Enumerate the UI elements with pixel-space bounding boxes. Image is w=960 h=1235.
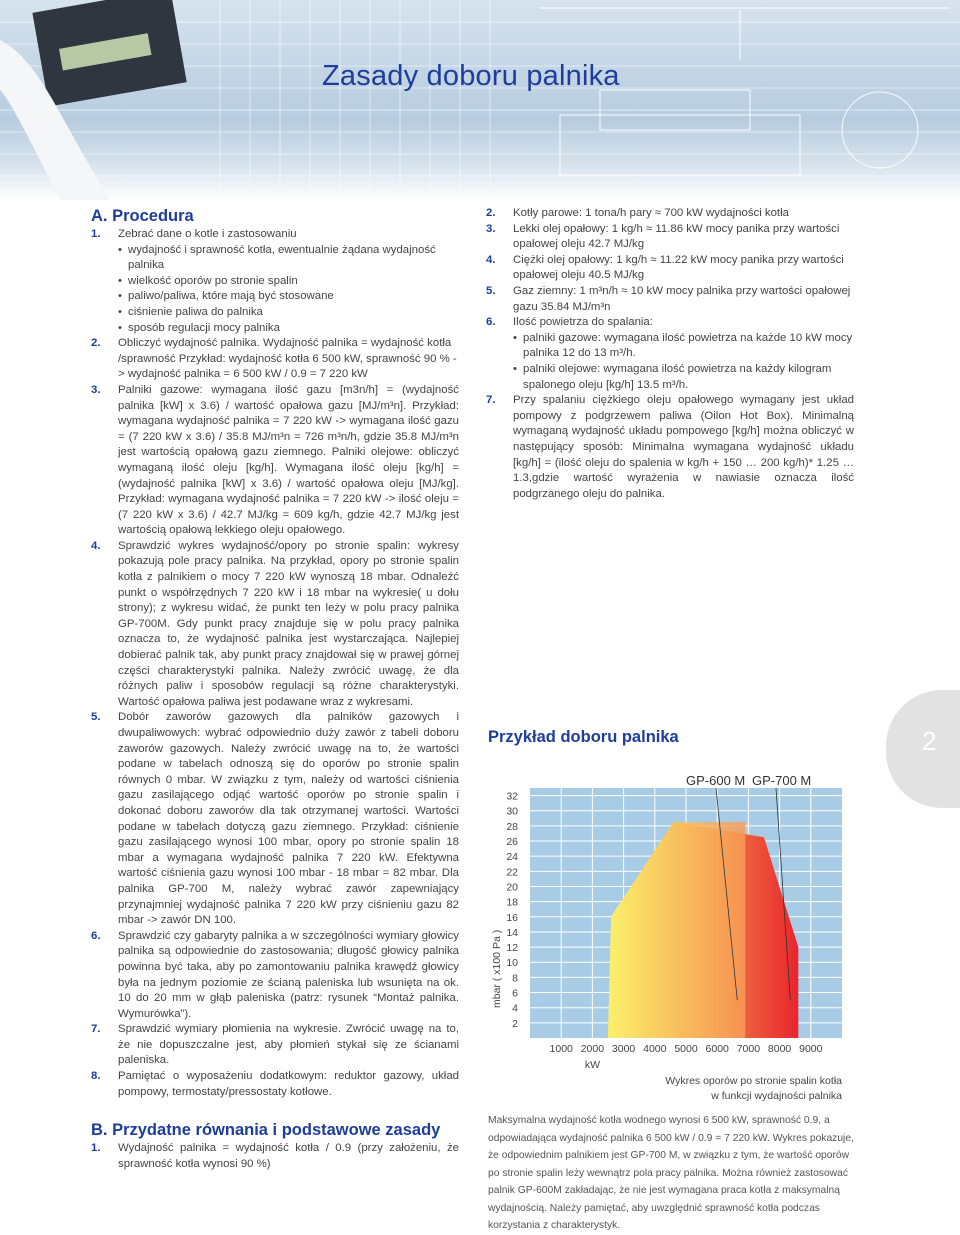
list-item: • ciśnienie paliwa do palnika: [118, 305, 459, 321]
y-tick-label: 8: [512, 972, 518, 985]
x-tick-label: 8000: [767, 1043, 792, 1055]
section-a-heading: A. Procedura: [91, 207, 194, 225]
x-tick-label: 6000: [705, 1043, 729, 1055]
bullet-list: [118, 243, 459, 337]
x-tick-label: 9000: [799, 1043, 823, 1055]
page-number: 2: [922, 726, 937, 756]
equation-item: 3. Lekki olej opałowy: 1 kg/h ≈ 11.86 kW mocy panika przy wartości opałowej oleju 42.7 MJ/kg: [486, 222, 840, 251]
list-item: • paliwo/paliwa, które mają być stosowane: [118, 289, 459, 305]
list-item: • palniki gazowe: wymagana ilość powietrza na każde 10 kW mocy palnika 12 do 13 m³/h.: [513, 331, 854, 362]
procedure-step: 8. Pamiętać o wyposażeniu dodatkowym: reduktor gazowy, układ pompowy, termostaty/pressostaty kotłowe.: [91, 1070, 459, 1098]
y-tick-label: 10: [506, 957, 518, 970]
y-tick-label: 6: [512, 987, 518, 1000]
x-unit-label: kW: [584, 1059, 600, 1071]
y-tick-label: 30: [506, 805, 518, 818]
procedure-step: 6. Sprawdzić czy gabaryty palnika a w szczególności wymiary głowicy palnika są odpowiednie do zastosowania; długość głowicy palnika powinna być taka, aby po zamontowaniu palnika krawędź głowicy była na jednym poziomie ze ścianą paleniska lub wsunięta na ok. 10 do 20 mm w głąb paleniska (patrz: rysunek “Montaż palnika. Wymurówka”).: [91, 929, 459, 1020]
equation-item: 6. Ilość powietrza do spalania: • palniki gazowe: wymagana ilość powietrza na każde 10 kW mocy palnika 12 do 13 m³/h. • palniki olejowe: wymagana ilość powietrza na każdy kilogram spalonego oleju [kg/h] 13.5 m³/h.: [486, 315, 854, 393]
page-title: Zasady doboru palnika: [322, 60, 620, 92]
left-column: [91, 206, 459, 1172]
y-tick-label: 12: [506, 942, 518, 955]
y-tick-label: 2: [512, 1017, 518, 1030]
legend-label-gp-600: GP-600 M: [686, 773, 746, 788]
blueprint-background: [0, 0, 960, 200]
list-item: • palniki olejowe: wymagana ilość powietrza na każdy kilogram spalonego oleju [kg/h] 13.5 m³/h.: [513, 362, 854, 393]
bullet-list: [513, 331, 854, 393]
equation-item: 4. Ciężki olej opałowy: 1 kg/h ≈ 11.22 kW mocy panika przy wartości opałowej oleju 40.5 MJ/kg: [486, 253, 844, 282]
procedure-step: 7. Sprawdzić wymiary płomienia na wykresie. Zwrócić uwagę na to, że nie dopuszczalne jest, aby płomień stykał się ze ścianami paleniska.: [91, 1023, 459, 1067]
equation-item: 7. Przy spalaniu ciężkiego oleju opałowego wymagany jest układ pompowy z podgrzewem paliwa (Oilon Hot Box). Minimalną wymaganą wydajność układu pompowego [kg/h] można obliczyć w następujący sposób: Minimalna wymagana wydajność układu [kg/h] = (ilość oleju do spalenia w kg/h + 150 … 200 kg/h)* 1.25 … 1.3,gdzie wartość wyrażenia w nawiasie oznacza ilość podgrzanego oleju do palnika.: [486, 394, 854, 500]
list-item: • sposób regulacji mocy palnika: [118, 321, 459, 337]
equation-item: 2. Kotły parowe: 1 tona/h pary ≈ 700 kW wydajności kotła: [486, 207, 789, 219]
equation-item: 1. Wydajność palnika = wydajność kotła / 0.9 (przy założeniu, że sprawność kotła wynosi 90 %): [91, 1142, 459, 1170]
y-tick-label: 16: [506, 911, 518, 924]
chart-caption: Maksymalna wydajność kotła wodnego wynosi 6 500 kW, sprawność 0.9, a odpowiadająca wydajność palnika 6 500 kW / 0.9 = 7 220 kW. Wykres pokazuje, że odpowiednim palnikiem jest GP-700 M, w związku z tym, że wartość oporów po stronie spalin leży wewnątrz pola pracy palnika. Można również zastosować palnik GP-600M zakładając, że nie jest wymagana praca kotła z maksymalną wydajnością. Należy pamiętać, aby uwzględnić sprawność kotła podczas korzystania z charakterystyk.: [488, 1115, 854, 1231]
y-tick-label: 22: [506, 866, 518, 879]
y-tick-label: 4: [512, 1002, 518, 1015]
y-tick-label: 20: [506, 881, 518, 894]
right-column: [486, 206, 854, 502]
procedure-step: 3. Palniki gazowe: wymagana ilość gazu [m3n/h] = (wydajność palnika [kW] x 3.6) / wartość opałowa gazu [MJ/m³n]. Przykład: wymagana wydajność palnika = 7 220 kW -> wymagana ilość gazu = (7 220 kW x 3.6) / 35.8 MJ/m³n = 726 m³n/h, gdzie 35.8 MJ/m³n jest wartością opałową gazu ziemnego. Palniki olejowe: obliczyć wymaganą ilość oleju [kg/h]. Wymagana ilość oleju [kg/h] = (wydajność palnika [kW] x 3.6) / wartość opałowa oleju [MJ/kg]. Przykład: wymagana wydajność palnika = 7 220 kW -> ilość oleju = (7 220 kW x 3.6) / 42.7 MJ/kg = 609 kg/h, gdzie 42.7 MJ/kg jest wartością opałową lekkiego oleju opałowego.: [91, 383, 459, 537]
legend-label-gp-700: GP-700 M: [752, 773, 812, 788]
x-tick-label: 4000: [643, 1043, 667, 1055]
procedure-step: 1. Zebrać dane o kotle i zastosowaniu • wydajność i sprawność kotła, ewentualnie żądana wydajność palnika • wielkość oporów po stronie spalin • paliwo/paliwa, które mają być stosowane • ciśnienie paliwa do palnika • sposób regulacji mocy palnika: [91, 227, 459, 336]
procedure-step: 4. Sprawdzić wykres wydajność/opory po stronie spalin: wykresy pokazują pole pracy palnika. Na przykład, opory po stronie spalin kotła z palnikiem o mocy 7 220 kW wynoszą 18 mbar. Odnaleźć punkt o współrzędnych 7 220 kW i 18 mbar na wykresie( u dołu strony); z wykresu widać, że punkt ten leży w polu pracy palnika GP-700M. Gdy punkt pracy znajduje się w polu pracy palnika oznacza to, że wydajność palnika jest wystarczająca. Najlepiej dobierać palnik tak, aby punkt pracy znajdował się w prawej górnej części charakterystyki palnika. Należy zwrócić uwagę, że dla różnych paliw i sposobów regulacji są różne charakterystyki. Wartość opałowa paliwa jest podawane wraz z wykresami.: [91, 539, 459, 708]
y-tick-label: 28: [506, 820, 518, 833]
x-tick-label: 5000: [674, 1043, 698, 1055]
x-tick-label: 3000: [611, 1043, 636, 1055]
y-axis-label: mbar ( x100 Pa ): [491, 929, 503, 1008]
y-tick-label: 26: [506, 836, 518, 849]
x-axis-label-line-2: w funkcji wydajności palnika: [711, 1090, 842, 1102]
list-item: • wielkość oporów po stronie spalin: [118, 274, 459, 290]
procedure-step: 5. Dobór zaworów gazowych dla palników gazowych i dwupaliwowych: wybrać odpowiednio duży zawór z tabeli doboru zaworów gazowych. Należy zwrócić uwagę na to, że wartości podane w tabelach odnoszą się do oporów po stronie spalin równych 0 mbar. W związku z tym, należy od wartości ciśnienia gazu zasilającego odjąć wartość oporów po stronie spalin i dokonać doboru zaworów dla tak otrzymanej wartości. Wartości podane w tabelach dotyczą gazu ziemnego. Przykład: ciśnienie gazu zasilającego wynosi 100 mbar, opory po stronie spalin 18 mbar a wymagana wydajność palnika 7 220 kW. Efektywna wartość ciśnienia gazu wynosi 100 mbar - 18 mbar = 82 mbar. Dla palnika GP-700 M, należy wybrać zawór zapewniający przynajmniej wydajność palnika 7 220 kW przy ciśnieniu gazu 82 mbar -> zawór DN 100.: [91, 711, 459, 927]
equation-item: 5. Gaz ziemny: 1 m³n/h ≈ 10 kW mocy palnika przy wartości opałowej gazu 35.84 MJ/m³n: [486, 284, 851, 313]
burner-chart: [486, 768, 858, 1104]
x-tick-label: 1000: [549, 1043, 573, 1055]
x-tick-label: 2000: [580, 1043, 605, 1055]
section-b-heading: B. Przydatne równania i podstawowe zasady: [91, 1121, 441, 1140]
y-tick-label: 24: [506, 851, 518, 864]
chart-heading: Przykład doboru palnika: [488, 728, 679, 746]
x-tick-label: 7000: [736, 1043, 761, 1055]
y-tick-label: 14: [506, 926, 518, 939]
list-item: • wydajność i sprawność kotła, ewentualnie żądana wydajność palnika: [118, 243, 459, 274]
y-tick-label: 18: [506, 896, 518, 909]
procedure-step: 2. Obliczyć wydajność palnika. Wydajność palnika = wydajność kotła /sprawność Przykład: wydajność kotła 6 500 kW, sprawność 90 % -> wydajność palnika = 6 500 kW / 0.9 = 7 220 kW: [91, 337, 457, 381]
y-tick-label: 32: [506, 790, 518, 803]
x-axis-label-line-1: Wykres oporów po stronie spalin kotła: [665, 1075, 842, 1087]
